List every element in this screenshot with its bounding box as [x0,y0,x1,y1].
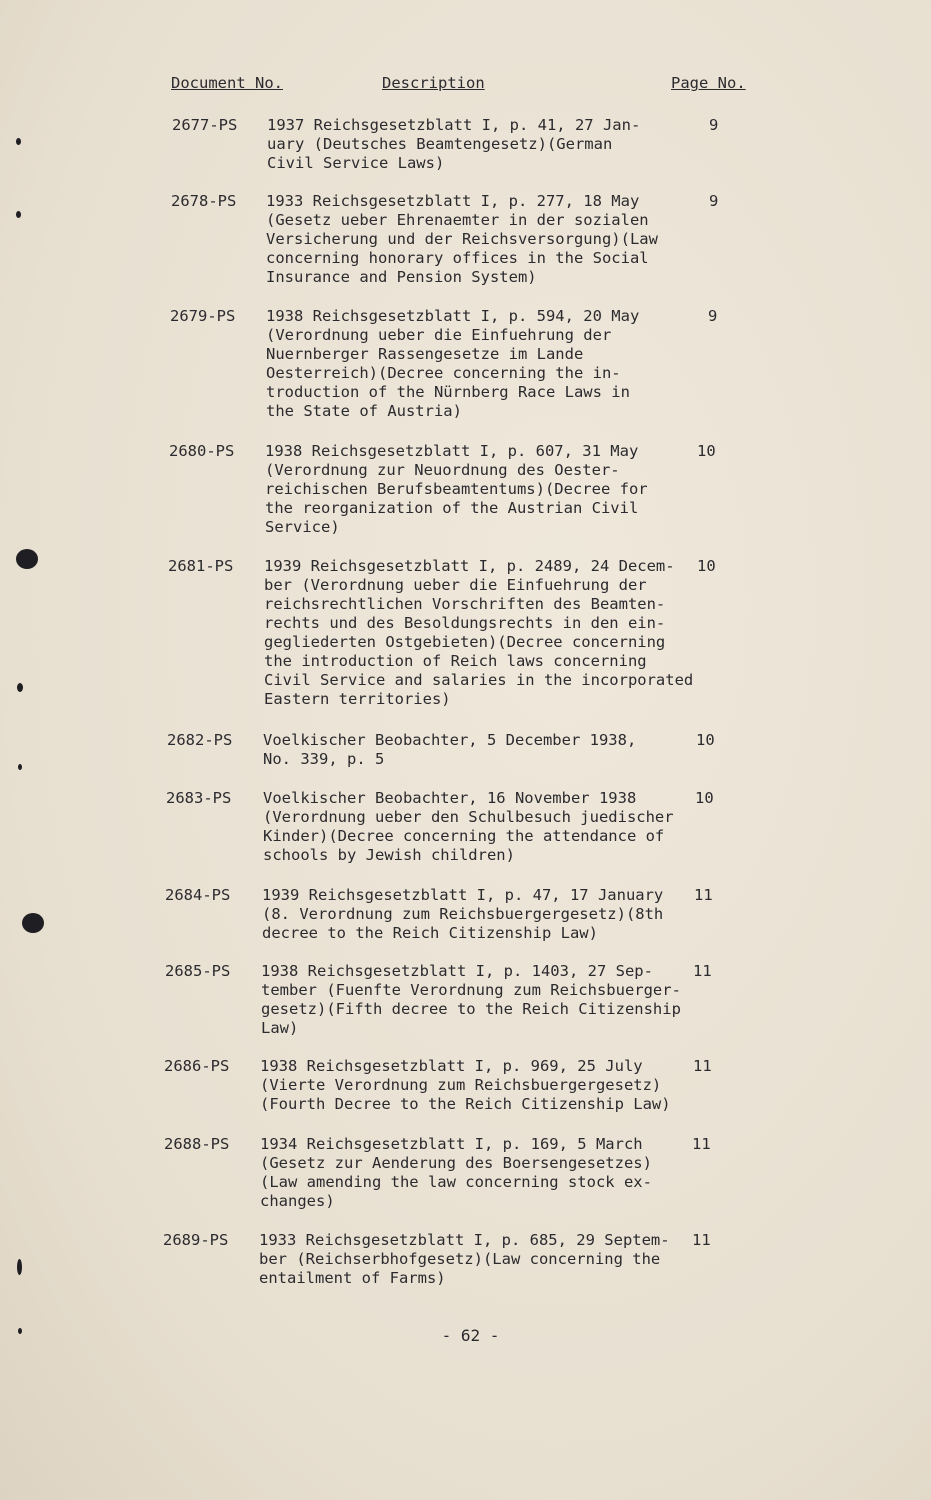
doc-number: 2684-PS [165,886,231,904]
description: Voelkischer Beobachter, 5 December 1938, No. 339, p. 5 [263,731,637,768]
description: Voelkischer Beobachter, 16 November 1938 (Verordnung ueber den Schulbesuch juedischer Kinder)(Decree concerning the attendance of schools by Jewish children) [263,789,674,864]
column-headers [0,74,931,98]
punch-hole [17,683,23,692]
page-number: 9 [709,192,719,210]
punch-hole [17,1259,22,1275]
doc-number: 2685-PS [165,962,231,980]
page-number: 11 [692,1231,711,1249]
doc-number: 2680-PS [169,442,235,460]
punch-hole [18,764,22,770]
description: 1938 Reichsgesetzblatt I, p. 594, 20 May (Verordnung ueber die Einfuehrung der Nuernberger Rassengesetze im Lande Oesterreich)(Decree concerning the in- troduction of the Nürnberg Race Laws in the State of Austria) [266,307,640,420]
punch-hole [22,913,44,933]
punch-hole [16,549,38,569]
description: 1934 Reichsgesetzblatt I, p. 169, 5 March (Gesetz zur Aenderung des Boersengesetzes) (Law amending the law concerning stock ex- changes) [260,1135,652,1210]
description: 1938 Reichsgesetzblatt I, p. 969, 25 July (Vierte Verordnung zum Reichsbuergergesetz) (Fourth Decree to the Reich Citizenship Law) [260,1057,671,1113]
doc-number: 2679-PS [170,307,236,325]
page-number: 10 [697,442,716,460]
doc-number-header: Document No. [171,74,283,92]
doc-number: 2683-PS [166,789,232,807]
page-number: 9 [709,116,719,134]
description: 1933 Reichsgesetzblatt I, p. 685, 29 Septem- ber (Reichserbhofgesetz)(Law concerning the entailment of Farms) [259,1231,670,1287]
page-number: 11 [692,1135,711,1153]
doc-number: 2689-PS [163,1231,229,1249]
page-number-footer: - 62 - [441,1326,500,1345]
page-number: 10 [696,731,715,749]
doc-number: 2682-PS [167,731,233,749]
punch-hole [16,138,21,145]
page-number: 11 [693,1057,712,1075]
page-number: 11 [693,962,712,980]
description: 1939 Reichsgesetzblatt I, p. 47, 17 January (8. Verordnung zum Reichsbuergergesetz)(8th decree to the Reich Citizenship Law) [262,886,664,942]
page-number-header: Page No. [671,74,746,92]
description: 1938 Reichsgesetzblatt I, p. 607, 31 May (Verordnung zur Neuordnung des Oester- reichischen Berufsbeamtentums)(Decree for the reorganization of the Austrian Civil Service) [265,442,648,536]
description: 1933 Reichsgesetzblatt I, p. 277, 18 May (Gesetz ueber Ehrenaemter in der sozialen Versicherung und der Reichsversorgung)(Law concerning honorary offices in the Social Insurance and Pension System) [266,192,658,286]
doc-number: 2677-PS [172,116,238,134]
page-number: 10 [695,789,714,807]
description: 1938 Reichsgesetzblatt I, p. 1403, 27 Sep- tember (Fuenfte Verordnung zum Reichsbuerger- gesetz)(Fifth decree to the Reich Citizenship Law) [261,962,681,1037]
doc-number: 2678-PS [171,192,237,210]
doc-number: 2688-PS [164,1135,230,1153]
doc-number: 2686-PS [164,1057,230,1075]
page-number: 11 [694,886,713,904]
description: 1937 Reichsgesetzblatt I, p. 41, 27 Jan- uary (Deutsches Beamtengesetz)(German Civil Service Laws) [267,116,641,172]
page-number: 10 [697,557,716,575]
punch-hole [16,211,21,218]
description-header: Description [382,74,485,92]
description: 1939 Reichsgesetzblatt I, p. 2489, 24 Decem- ber (Verordnung ueber die Einfuehrung der reichsrechtlichen Vorschriften des Beamten- rechts und des Besoldungsrechts in den ein- gegliederten Ostgebieten)(Decree concerning the introduction of Reich laws concerning Civil Service and salaries in the incorporated Eastern territories) [264,557,694,708]
doc-number: 2681-PS [168,557,234,575]
page-number: 9 [708,307,718,325]
